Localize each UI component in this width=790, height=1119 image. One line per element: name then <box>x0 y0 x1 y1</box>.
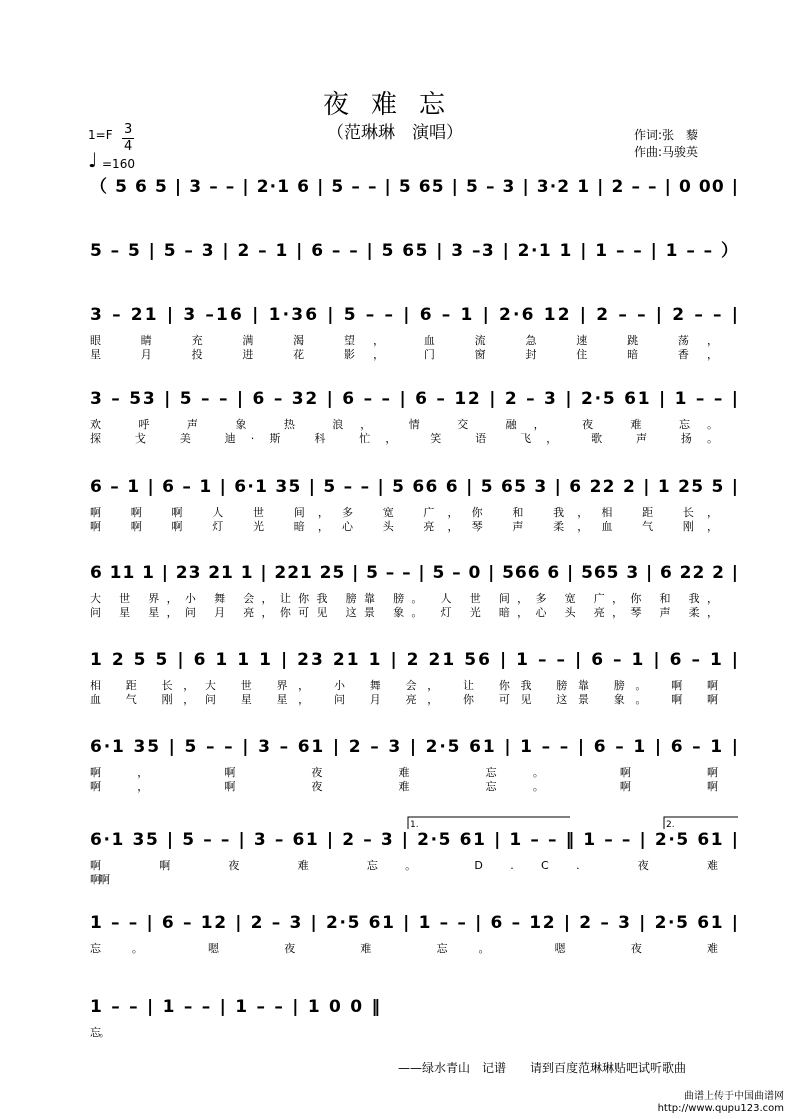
site-watermark <box>658 1091 784 1115</box>
song-title: 夜难忘 <box>322 90 467 120</box>
score-row-notes: 6·1 35 | 5 – – | 3 – 61 | 2 – 3 | 2·5 61 | 1 – – ‖ 1 – – | 2·5 61 | <box>90 830 738 850</box>
score-row-notes: 6·1 35 | 5 – – | 3 – 61 | 2 – 3 | 2·5 61 | 1 – – | 6 – 1 | 6 – 1 | <box>90 737 739 757</box>
composer-credit: 作曲:马骏英 <box>634 145 699 159</box>
performer-subtitle: （范琳琳 演唱） <box>327 123 463 143</box>
score-row-lyrics-verse2: 啊 啊 <box>90 873 110 886</box>
score-row-notes: 1 – – | 6 – 12 | 2 – 3 | 2·5 61 | 1 – – | 6 – 12 | 2 – 3 | 2·5 61 | <box>90 913 739 933</box>
score-row-notes: 3 – 21 | 3 –16 | 1·36 | 5 – – | 6 – 1 | 2·6 12 | 2 – – | 2 – – | <box>90 305 738 325</box>
time-signature-numerator: 3 <box>124 122 133 137</box>
score-row-notes: 1 – – | 1 – – | 1 – – | 1 0 0 ‖ <box>90 997 380 1017</box>
score-row-notes: 6 – 1 | 6 – 1 | 6·1 35 | 5 – – | 5 66 6 | 5 65 3 | 6 22 2 | 1 25 5 | <box>90 477 738 497</box>
score-row-lyrics-verse1: 啊， 啊 夜 难 忘。 啊 啊 <box>90 766 718 779</box>
score-row-notes: 6 11 1 | 23 21 1 | 221 25 | 5 – – | 5 – 0 | 566 6 | 565 3 | 6 22 2 | <box>90 563 739 583</box>
watermark-line1: 曲谱上传于中国曲谱网 <box>684 1091 784 1102</box>
score-row-lyrics-verse1: 啊 啊 啊 人 世 间，多 宽 广，你 和 我，相 距 长， <box>90 506 719 519</box>
score-row-lyrics-verse1: 眼 睛 充 满 渴 望， 血 流 急 速 跳 荡， <box>90 334 719 347</box>
score-row-lyrics-verse2: 问 星 星，问 月 亮，你可见 这景 象。 灯 光 暗，心 头 亮，琴 声 柔， <box>90 606 718 619</box>
score-row-notes: 5 – 5 | 5 – 3 | 2 – 1 | 6 – – | 5 65 | 3 –3 | 2·1 1 | 1 – – | 1 – – ） <box>90 241 738 261</box>
score-row-lyrics-verse1: 相 距 长，大 世 界， 小 舞 会， 让 你我 膀靠 膀。 啊 啊 <box>90 679 719 692</box>
quarter-note-icon: ♩ <box>88 148 98 172</box>
score-row-lyrics-verse1: 欢 呼 声 象 热 浪， 情 交 融， 夜 难 忘。 <box>90 418 719 431</box>
time-signature-denominator: 4 <box>124 139 133 154</box>
score-row-lyrics-verse1: 大 世 界，小 舞 会，让你我 膀靠 膀。 人 世 间，多 宽 广，你 和 我， <box>90 592 718 605</box>
score-row-lyrics-verse2: 啊 啊 啊 灯 光 暗，心 头 亮，琴 声 柔，血 气 刚， <box>90 520 719 533</box>
score-row-lyrics-verse2: 啊， 啊 夜 难 忘。 啊 啊 <box>90 780 718 793</box>
score-row-lyrics-verse1: 啊 啊 夜 难 忘。 D.C. 夜 难 <box>90 859 718 872</box>
score-row-notes: （ 5 6 5 | 3 – – | 2·1 6 | 5 – – | 5 65 | 5 – 3 | 3·2 1 | 2 – – | 0 00 | <box>90 177 738 197</box>
score-row-notes: 1 2 5 5 | 6 1 1 1 | 23 21 1 | 2 21 56 | 1 – – | 6 – 1 | 6 – 1 | <box>90 650 739 670</box>
volta-bracket-2 <box>664 817 738 829</box>
score-row-lyrics-verse2: 血 气 刚，问 星 星， 问 月 亮， 你 可见 这景 象。 啊 啊 <box>90 693 719 706</box>
score-row-lyrics-verse1: 忘。 <box>90 1026 110 1039</box>
volta-label-2: 2. <box>666 820 675 830</box>
volta-bracket-1 <box>408 817 570 829</box>
volta-label-1: 1. <box>410 820 419 830</box>
score-row-lyrics-verse2: 探 戈 美 迪·斯 科 忙， 笑 语 飞， 歌 声 扬。 <box>90 432 718 445</box>
lyricist-credit: 作词:张 藜 <box>634 128 699 142</box>
key-signature: 1=F <box>88 128 113 142</box>
watermark-line2: http://www.qupu123.com <box>657 1103 784 1114</box>
tempo-value: =160 <box>102 157 135 171</box>
score-row-notes: 3 – 53 | 5 – – | 6 – 32 | 6 – – | 6 – 12 | 2 – 3 | 2·5 61 | 1 – – | <box>90 389 739 409</box>
transcriber-credit: ——绿水青山 记谱 请到百度范琳琳贴吧试听歌曲 <box>398 1061 687 1075</box>
score-row-lyrics-verse2: 星 月 投 进 花 影， 门 窗 封 住 暗 香， <box>90 348 719 361</box>
score-row-lyrics-verse1: 忘。 嗯 夜 难 忘。 嗯 夜 难 <box>90 942 718 955</box>
